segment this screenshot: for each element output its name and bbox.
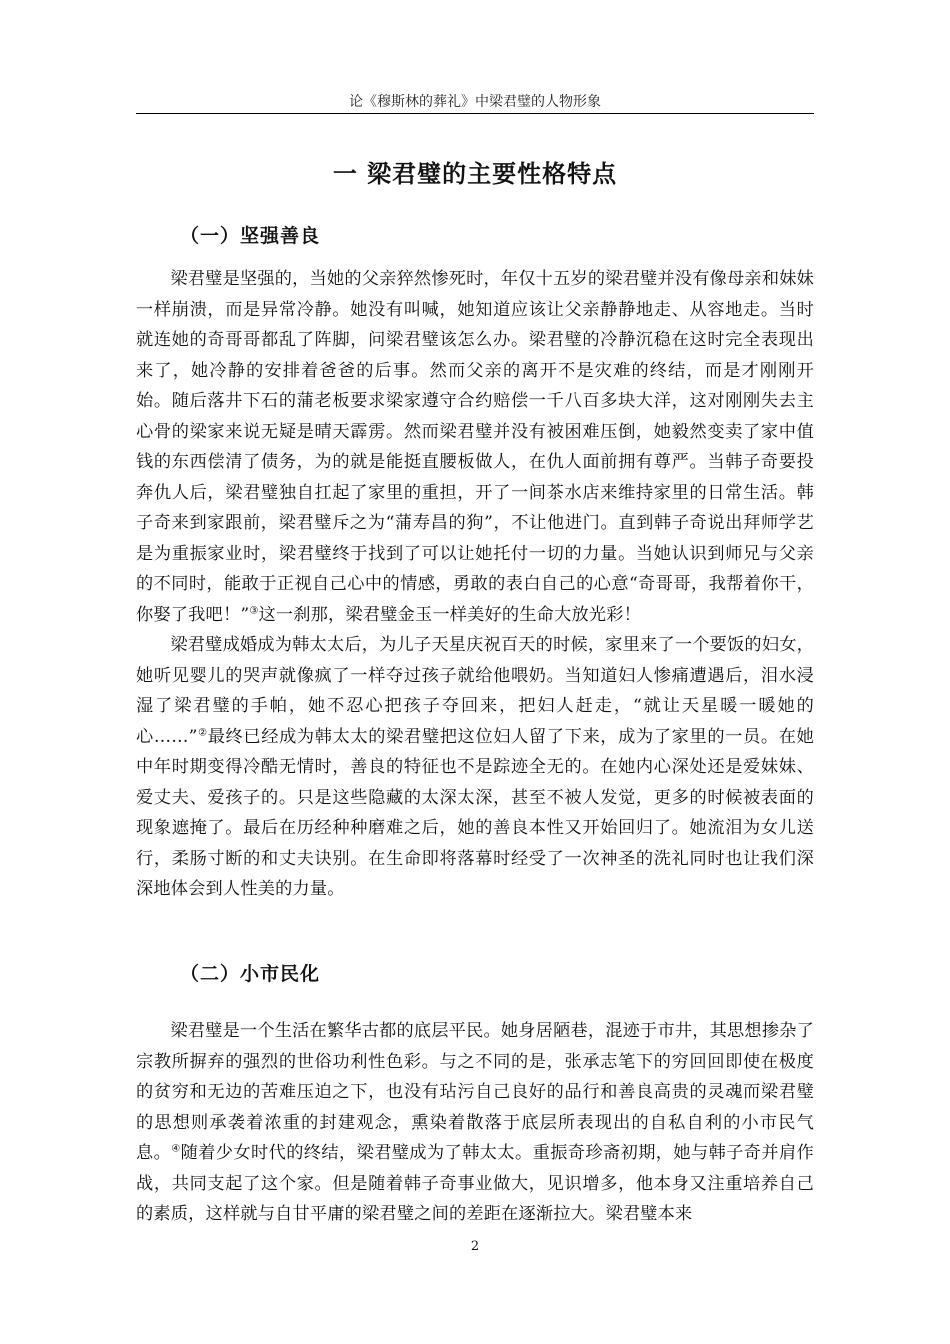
paragraph-text: 梁君璧是坚强的，当她的父亲猝然惨死时，年仅十五岁的梁君璧并没有像母亲和妹妹一样崩溃，而是异常冷静。她没有叫喊，她知道应该让父亲静静地走、从容地走。当时就连她的奇哥哥都乱了阵脚，问梁君璧该怎么办。梁君璧的冷静沉稳在这时完全表现出来了，她冷静的安排着爸爸的后事。然而父亲的离开不是灾难的终结，而是才刚刚开始。随后落井下石的蒲老板要求梁家遵守合约赔偿一千八百多块大洋，这对刚刚失去主心骨的梁家来说无疑是晴天霹雳。然而梁君璧并没有被困难压倒，她毅然变卖了家中值钱的东西偿清了债务，为的就是能挺直腰板做人，在仇人面前拥有尊严。当韩子奇要投奔仇人后，梁君璧独自扛起了家里的重担，开了一间茶水店来维持家里的日常生活。韩子奇来到家跟前，梁君璧斥之为“蒲寿昌的狗”，不让他进门。直到韩子奇说出拜师学艺是为重振家业时，梁君璧终于找到了可以让她托付一切的力量。当她认识到师兄与父亲的不同时，能敢于正视自己心中的情感，勇敢的表白自己的心意“奇哥哥，我帮着你干，你娶了我吧！” <box>136 269 814 625</box>
header-rule <box>136 113 814 114</box>
paragraph <box>136 264 814 630</box>
paragraph <box>136 1016 814 1230</box>
footnote-marker: ④ <box>171 1143 181 1155</box>
section-title-1: （一）坚强善良 <box>180 225 321 247</box>
paragraph <box>136 630 814 905</box>
paragraph-text: 这一刹那，梁君璧金玉一样美好的生命大放光彩！ <box>258 604 642 625</box>
footnote-marker: ③ <box>249 604 259 616</box>
section-2-body <box>136 1016 814 1230</box>
running-header: 论《穆斯林的葬礼》中梁君璧的人物形象 <box>349 94 601 110</box>
section-title-2: （二）小市民化 <box>180 963 321 985</box>
chapter-title: 一 梁君璧的主要性格特点 <box>332 160 618 188</box>
paragraph-text: 随着少女时代的终结，梁君璧成为了韩太太。重振奇珍斋初期，她与韩子奇并肩作战，共同支起了这个家。但是随着韩子奇事业做大，见识增多，他本身又注重培养自己的素质，这样就与自甘平庸的梁君璧之间的差距在逐渐拉大。梁君璧本来 <box>136 1143 814 1224</box>
section-1-body <box>136 264 814 905</box>
paragraph-text: 梁君璧成婚成为韩太太后，为儿子天星庆祝百天的时候，家里来了一个要饭的妇女，她听见婴儿的哭声就像疯了一样夺过孩子就给他喂奶。当知道妇人惨痛遭遇后，泪水浸湿了梁君璧的手帕，她不忍心把孩子夺回来，把妇人赶走，“就让天星暖一暖她的心……” <box>136 635 814 747</box>
footnote-marker: ② <box>197 726 208 738</box>
paragraph-text: 梁君璧是一个生活在繁华古都的底层平民。她身居陋巷，混迹于市井，其思想掺杂了宗教所摒弃的强烈的世俗功利性色彩。与之不同的是，张承志笔下的穷回回即使在极度的贫穷和无边的苦难压迫之下，也没有玷污自己良好的品行和善良高贵的灵魂而梁君璧的思想则承袭着浓重的封建观念，熏染着散落于底层所表现出的自私自利的小市民气息。 <box>136 1021 814 1163</box>
page-number: 2 <box>470 1239 480 1254</box>
paragraph-text: 最终已经成为韩太太的梁君璧把这位妇人留了下来，成为了家里的一员。在她中年时期变得冷酷无情时，善良的特征也不是踪迹全无的。在她内心深处还是爱妹妹、爱丈夫、爱孩子的。只是这些隐藏的太深太深，甚至不被人发觉，更多的时候被表面的现象遮掩了。最后在历经种种磨难之后，她的善良本性又开始回归了。她流泪为女儿送行，柔肠寸断的和丈夫诀别。在生命即将落幕时经受了一次神圣的洗礼同时也让我们深深地体会到人性美的力量。 <box>136 726 814 899</box>
